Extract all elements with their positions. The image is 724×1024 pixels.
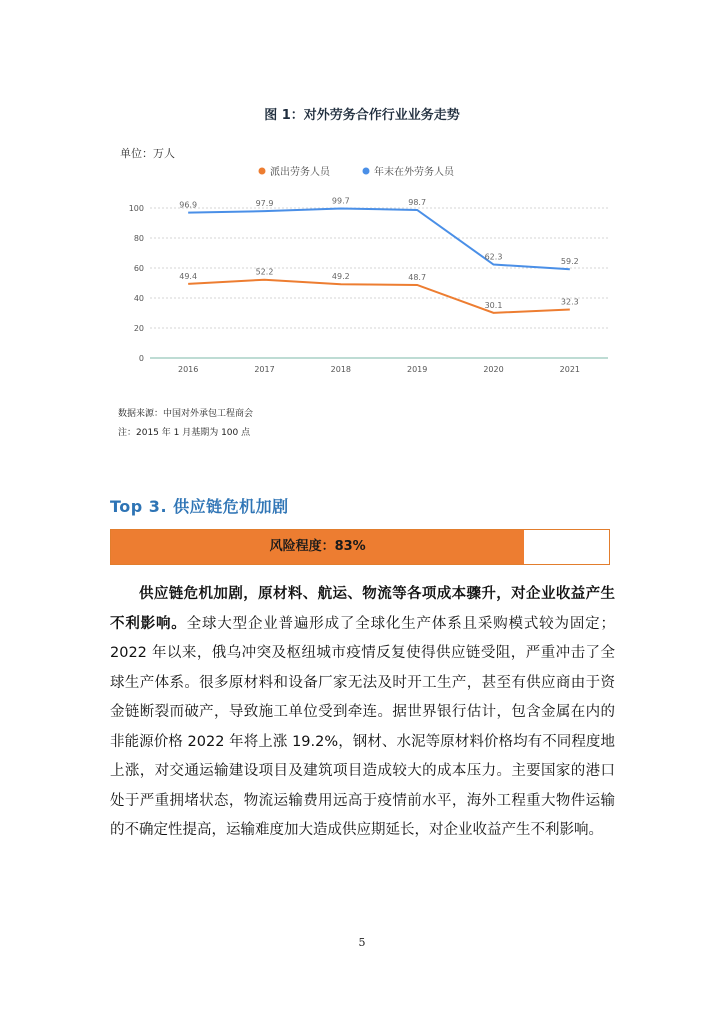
data-label: 59.2 xyxy=(560,257,579,267)
legend-marker xyxy=(259,168,266,175)
unit-label: 单位：万人 xyxy=(120,147,175,160)
base-period-note: 注：2015 年 1 月基期为 100 点 xyxy=(118,428,251,438)
x-tick-label: 2020 xyxy=(483,365,504,374)
x-tick-label: 2019 xyxy=(406,365,428,374)
body-paragraph xyxy=(110,580,615,846)
series-line xyxy=(188,280,570,313)
x-axis-ticks xyxy=(178,365,580,374)
data-label: 32.3 xyxy=(560,297,579,307)
legend-label: 年末在外劳务人员 xyxy=(374,167,454,178)
y-tick-label: 100 xyxy=(128,204,144,213)
legend xyxy=(259,165,455,178)
data-label: 52.2 xyxy=(255,267,274,277)
data-source-note: 数据来源：中国对外承包工程商会 xyxy=(118,409,254,419)
data-label: 30.1 xyxy=(484,300,503,310)
y-tick-label: 60 xyxy=(133,264,144,273)
x-tick-label: 2021 xyxy=(559,365,581,374)
data-label: 62.3 xyxy=(484,252,503,262)
data-label: 98.7 xyxy=(408,197,427,207)
data-label: 48.7 xyxy=(408,272,427,282)
x-tick-label: 2017 xyxy=(254,365,275,374)
y-tick-label: 80 xyxy=(133,234,144,243)
series-group xyxy=(179,196,578,312)
legend-marker xyxy=(363,168,370,175)
section-heading: Top 3. 供应链危机加剧 xyxy=(110,497,289,516)
paragraph-body: 全球大型企业普遍形成了全球化生产体系且采购模式较为固定；2022 年以来，俄乌冲突及枢纽城市疫情反复使得供应链受阻，严重冲击了全球生产体系。很多原材料和设备厂家无法及时开工生产，甚至有供应商由于资金链断裂而破产，导致施工单位受到牵连。据世界银行估计，包含金属在内的非能源价格 2022 年将上涨 19.2%，钢材、水泥等原材料价格均有不同程度地上涨，对交通运输建设项目及建筑项目造成较大的成本压力。主要国家的港口处于严重拥堵状态，物流运输费用远高于疫情前水平，海外工程重大物件运输的不确定性提高，运输难度加大造成供应期延长，对企业收益产生不利影响。 xyxy=(110,615,615,838)
y-tick-label: 40 xyxy=(133,294,144,303)
y-tick-label: 20 xyxy=(133,324,144,333)
figure-title: 图 1：对外劳务合作行业业务走势 xyxy=(264,108,460,123)
page-number: 5 xyxy=(358,936,366,949)
data-label: 96.9 xyxy=(179,200,198,210)
x-tick-label: 2016 xyxy=(177,365,199,374)
y-tick-label: 0 xyxy=(138,354,144,363)
line-chart xyxy=(0,0,724,400)
data-label: 97.9 xyxy=(255,199,274,209)
legend-label: 派出劳务人员 xyxy=(270,167,330,178)
series-line xyxy=(188,208,570,269)
risk-level-label: 风险程度：83% xyxy=(269,539,366,554)
risk-level-bar xyxy=(110,529,610,565)
y-axis-ticks xyxy=(129,204,144,363)
data-label: 99.7 xyxy=(331,196,350,206)
data-label: 49.4 xyxy=(179,271,198,281)
x-tick-label: 2018 xyxy=(330,365,352,374)
data-label: 49.2 xyxy=(331,272,350,282)
paragraph-lead: 供应链危机加剧，原材料、航运、物流等各项成本骤升，对企业收益产生不利影响。 xyxy=(110,586,615,632)
